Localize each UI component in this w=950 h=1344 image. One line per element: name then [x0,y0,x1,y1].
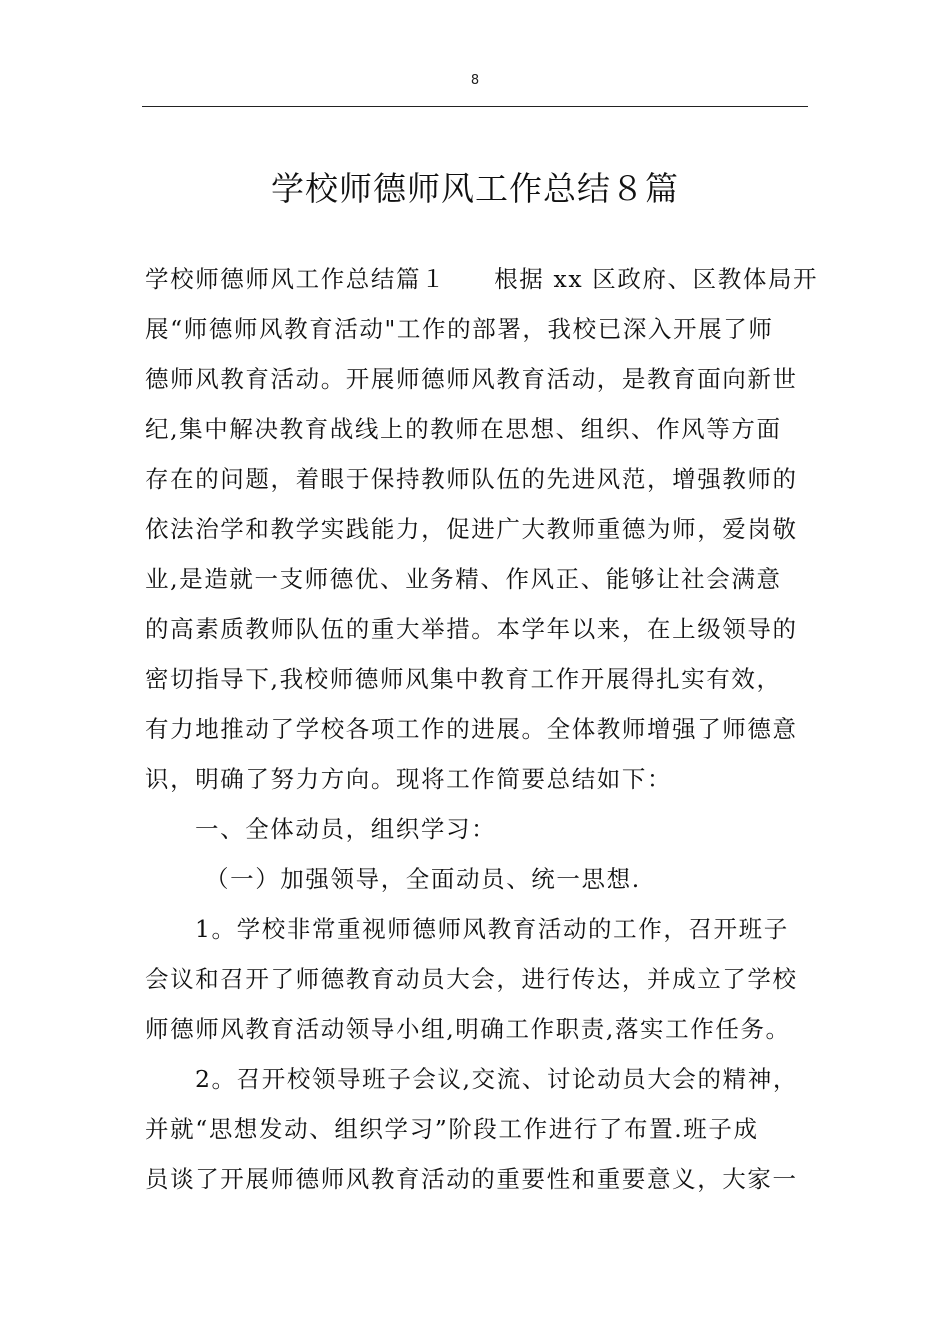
body-line-6: 依法治学和教学实践能力，促进广大教师重德为师，爱岗敬 [145,515,798,543]
body-line-5: 存在的问题，着眼于保持教师队伍的先进风范，增强教师的 [145,465,798,493]
body-line-3: 德师风教育活动。开展师德师风教育活动，是教育面向新世 [145,365,798,393]
body-line-4: 纪,集中解决教育战线上的教师在思想、组织、作风等方面 [145,415,782,443]
body-line-1 [145,254,819,304]
body-line-2: 展“师德师风教育活动"工作的部署，我校已深入开展了师 [145,315,774,343]
line-text: 根据 xx 区政府、区教体局开 [494,265,819,293]
subsection-heading-1: （一）加强领导，全面动员、统一思想. [205,865,641,893]
body-line-9: 密切指导下,我校师德师风集中教育工作开展得扎实有效， [145,665,782,693]
item-2-line-2: 并就“思想发动、组织学习”阶段工作进行了布置.班子成 [145,1115,759,1143]
item-1-line-3: 师德师风教育活动领导小组,明确工作职责,落实工作任务。 [145,1015,791,1043]
item-2-line-3: 员谈了开展师德师风教育活动的重要性和重要意义，大家一 [145,1165,798,1193]
body-line-7: 业,是造就一支师德优、业务精、作风正、能够让社会满意 [145,565,782,593]
item-1-line-1: 1。学校非常重视师德师风教育活动的工作，召开班子 [195,915,789,943]
section-heading-1: 一、全体动员，组织学习： [195,815,497,843]
document-body [145,254,819,1204]
document-title: 学校师德师风工作总结８篇 [271,169,679,208]
header-rule [142,106,808,107]
item-1-line-2: 会议和召开了师德教育动员大会，进行传达，并成立了学校 [145,965,798,993]
section-heading: 学校师德师风工作总结篇１ [145,265,447,293]
body-line-8: 的高素质教师队伍的重大举措。本学年以来，在上级领导的 [145,615,798,643]
page-number: 8 [470,73,480,88]
body-line-11: 识，明确了努力方向。现将工作简要总结如下： [145,765,673,793]
item-2-line-1: 2。召开校领导班子会议,交流、讨论动员大会的精神， [195,1065,798,1093]
body-line-10: 有力地推动了学校各项工作的进展。全体教师增强了师德意 [145,715,798,743]
